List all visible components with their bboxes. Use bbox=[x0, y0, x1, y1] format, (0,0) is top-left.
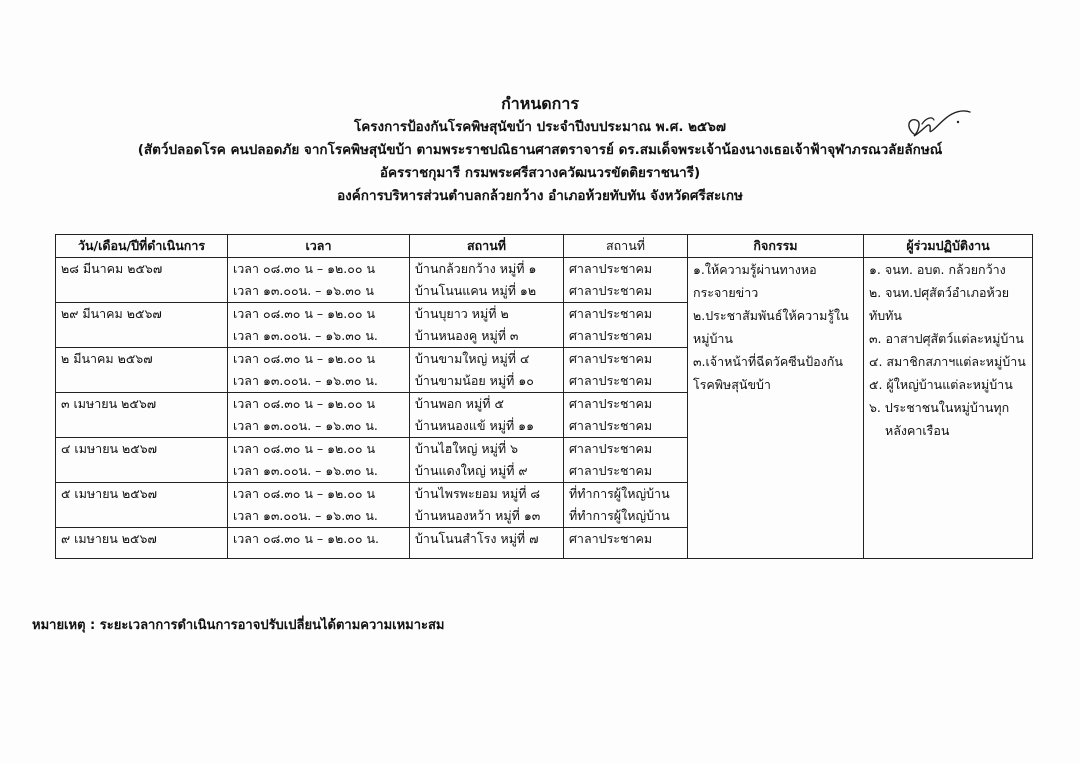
date-text: ๙ เมษายน ๒๕๖๗ bbox=[61, 531, 157, 546]
time-morning: เวลา ๐๘.๓๐ น – ๑๒.๐๐ น bbox=[233, 486, 376, 501]
date-text: ๒๘ มีนาคม ๒๕๖๗ bbox=[61, 261, 163, 276]
activity-line: ๑.ให้ความรู้ผ่านทางหอ bbox=[693, 262, 817, 277]
participant-line: ๖. ประชาชนในหมู่บ้านทุก bbox=[869, 400, 1010, 415]
venue-cell bbox=[564, 438, 688, 483]
time-cell bbox=[228, 393, 410, 438]
header-date: วัน/เดือน/ปีที่ดำเนินการ bbox=[56, 235, 228, 258]
venue-afternoon: ศาลาประชาคม bbox=[569, 328, 653, 343]
place-afternoon: บ้านแดงใหญ่ หมู่ที่ ๙ bbox=[415, 463, 528, 478]
place-cell bbox=[410, 393, 564, 438]
place-morning: บ้านไพรพะยอม หมู่ที่ ๘ bbox=[415, 486, 541, 501]
activity-line: หมู่บ้าน bbox=[693, 331, 733, 346]
header-activity: กิจกรรม bbox=[688, 235, 864, 258]
participant-line: ๒. จนท.ปศุสัตว์อำเภอห้วย bbox=[869, 285, 1010, 300]
venue-cell bbox=[564, 258, 688, 303]
time-cell bbox=[228, 438, 410, 483]
time-afternoon: เวลา ๑๓.๐๐น. – ๑๖.๓๐ น. bbox=[233, 328, 378, 343]
date-text: ๕ เมษายน ๒๕๖๗ bbox=[61, 486, 158, 501]
place-afternoon: บ้านโนนแคน หมู่ที่ ๑๒ bbox=[415, 283, 537, 298]
schedule-table bbox=[55, 234, 1033, 559]
place-morning: บ้านกล้วยกว้าง หมู่ที่ ๑ bbox=[415, 261, 537, 276]
date-text: ๒๙ มีนาคม ๒๕๖๗ bbox=[61, 306, 162, 321]
venue-cell bbox=[564, 528, 688, 559]
place-cell bbox=[410, 528, 564, 559]
time-cell bbox=[228, 303, 410, 348]
place-morning: บ้านขามใหญ่ หมู่ที่ ๔ bbox=[415, 351, 530, 366]
activity-line: ๒.ประชาสัมพันธ์ให้ความรู้ใน bbox=[693, 308, 849, 323]
handwritten-signature bbox=[900, 100, 980, 145]
activity-line: กระจายข่าว bbox=[693, 285, 759, 300]
activity-cell bbox=[688, 258, 864, 559]
place-afternoon: บ้านหนองคู หมู่ที่ ๓ bbox=[415, 328, 519, 343]
venue-cell bbox=[564, 348, 688, 393]
table-row bbox=[56, 258, 1033, 303]
participant-line: ๑. จนท. อบต. กล้วยกว้าง bbox=[869, 262, 1006, 277]
time-cell bbox=[228, 528, 410, 559]
time-morning: เวลา ๐๘.๓๐ น – ๑๒.๐๐ น. bbox=[233, 531, 379, 546]
document-title: กำหนดการ bbox=[501, 94, 579, 113]
date-cell bbox=[56, 483, 228, 528]
header-venue: สถานที่ bbox=[564, 235, 688, 258]
remark-note: หมายเหตุ : ระยะเวลาการดำเนินการอาจปรับเปลี่ยนได้ตามความเหมาะสม bbox=[32, 618, 445, 633]
participant-line: ทับทัน bbox=[869, 308, 902, 323]
participant-line: ๔. สมาชิกสภาฯแต่ละหมู่บ้าน bbox=[869, 354, 1026, 369]
project-subtitle-1: (สัตว์ปลอดโรค คนปลอดภัย จากโรคพิษสุนัขบ้า ตามพระราชปณิธานศาสตราจารย์ ดร.สมเด็จพระเจ้าน้องนางเธอเจ้าฟ้าจุฬาภรณวลัยลักษณ์ bbox=[137, 142, 943, 158]
date-cell bbox=[56, 348, 228, 393]
organization-name: องค์การบริหารส่วนตำบลกล้วยกว้าง อำเภอห้วยทับทัน จังหวัดศรีสะเกษ bbox=[337, 188, 743, 204]
time-morning: เวลา ๐๘.๓๐ น – ๑๒.๐๐ น bbox=[233, 351, 376, 366]
venue-afternoon: ศาลาประชาคม bbox=[569, 373, 653, 388]
venue-morning: ที่ทำการผู้ใหญ่บ้าน bbox=[569, 486, 670, 501]
place-afternoon: บ้านหนองหว้า หมู่ที่ ๑๓ bbox=[415, 508, 541, 523]
time-morning: เวลา ๐๘.๓๐ น – ๑๒.๐๐ น bbox=[233, 306, 376, 321]
place-cell bbox=[410, 348, 564, 393]
project-subtitle-2: อัครราชกุมารี กรมพระศรีสวางควัฒนวรขัตติยราชนารี) bbox=[379, 165, 701, 181]
time-cell bbox=[228, 483, 410, 528]
place-cell bbox=[410, 258, 564, 303]
date-cell bbox=[56, 528, 228, 559]
time-morning: เวลา ๐๘.๓๐ น – ๑๒.๐๐ น bbox=[233, 396, 376, 411]
date-cell bbox=[56, 438, 228, 483]
venue-morning: ศาลาประชาคม bbox=[569, 531, 653, 546]
venue-morning: ศาลาประชาคม bbox=[569, 261, 653, 276]
venue-afternoon: ศาลาประชาคม bbox=[569, 463, 653, 478]
participant-line: ๓. อาสาปศุสัตว์แต่ละหมู่บ้าน bbox=[869, 331, 1024, 346]
table-header-row bbox=[56, 235, 1033, 258]
venue-morning: ศาลาประชาคม bbox=[569, 351, 653, 366]
place-morning: บ้านพอก หมู่ที่ ๕ bbox=[415, 396, 504, 411]
place-morning: บ้านบุยาว หมู่ที่ ๒ bbox=[415, 306, 509, 321]
time-afternoon: เวลา ๑๓.๐๐น. – ๑๖.๓๐ น. bbox=[233, 418, 378, 433]
time-afternoon: เวลา ๑๓.๐๐น. – ๑๖.๓๐ น. bbox=[233, 508, 378, 523]
time-afternoon: เวลา ๑๓.๐๐น. – ๑๖.๓๐ น bbox=[233, 283, 374, 298]
venue-morning: ศาลาประชาคม bbox=[569, 396, 653, 411]
time-morning: เวลา ๐๘.๓๐ น – ๑๒.๐๐ น bbox=[233, 261, 376, 276]
venue-morning: ศาลาประชาคม bbox=[569, 306, 653, 321]
header-place: สถานที่ bbox=[410, 235, 564, 258]
date-cell bbox=[56, 303, 228, 348]
venue-cell bbox=[564, 483, 688, 528]
date-cell bbox=[56, 393, 228, 438]
header-time: เวลา bbox=[228, 235, 410, 258]
place-morning: บ้านไฮใหญ่ หมู่ที่ ๖ bbox=[415, 441, 519, 456]
place-cell bbox=[410, 303, 564, 348]
participants-cell bbox=[864, 258, 1033, 559]
place-cell bbox=[410, 438, 564, 483]
participant-line: ๕. ผู้ใหญ่บ้านแต่ละหมู่บ้าน bbox=[869, 377, 1013, 392]
activity-line: โรคพิษสุนัขบ้า bbox=[693, 377, 771, 392]
time-cell bbox=[228, 348, 410, 393]
venue-cell bbox=[564, 303, 688, 348]
time-morning: เวลา ๐๘.๓๐ น – ๑๒.๐๐ น bbox=[233, 441, 376, 456]
venue-morning: ศาลาประชาคม bbox=[569, 441, 653, 456]
date-text: ๓ เมษายน ๒๕๖๗ bbox=[61, 396, 157, 411]
participant-line: หลังคาเรือน bbox=[885, 423, 950, 438]
venue-afternoon: ที่ทำการผู้ใหญ่บ้าน bbox=[569, 508, 670, 523]
date-cell bbox=[56, 258, 228, 303]
time-afternoon: เวลา ๑๓.๐๐น. – ๑๖.๓๐ น. bbox=[233, 373, 378, 388]
place-cell bbox=[410, 483, 564, 528]
activity-line: ๓.เจ้าหน้าที่ฉีดวัคซีนป้องกัน bbox=[693, 354, 843, 369]
date-text: ๔ เมษายน ๒๕๖๗ bbox=[61, 441, 158, 456]
venue-afternoon: ศาลาประชาคม bbox=[569, 418, 653, 433]
place-afternoon: บ้านหนองแข้ หมู่ที่ ๑๑ bbox=[415, 418, 535, 433]
project-name: โครงการป้องกันโรคพิษสุนัขบ้า ประจำปีงบประมาณ พ.ศ. ๒๕๖๗ bbox=[353, 119, 726, 135]
time-afternoon: เวลา ๑๓.๐๐น. – ๑๖.๓๐ น. bbox=[233, 463, 378, 478]
time-cell bbox=[228, 258, 410, 303]
place-afternoon: บ้านขามน้อย หมู่ที่ ๑๐ bbox=[415, 373, 534, 388]
place-morning: บ้านโนนสำโรง หมู่ที่ ๗ bbox=[415, 531, 539, 546]
header-participants: ผู้ร่วมปฏิบัติงาน bbox=[864, 235, 1033, 258]
venue-afternoon: ศาลาประชาคม bbox=[569, 283, 653, 298]
date-text: ๒ มีนาคม ๒๕๖๗ bbox=[61, 351, 153, 366]
venue-cell bbox=[564, 393, 688, 438]
